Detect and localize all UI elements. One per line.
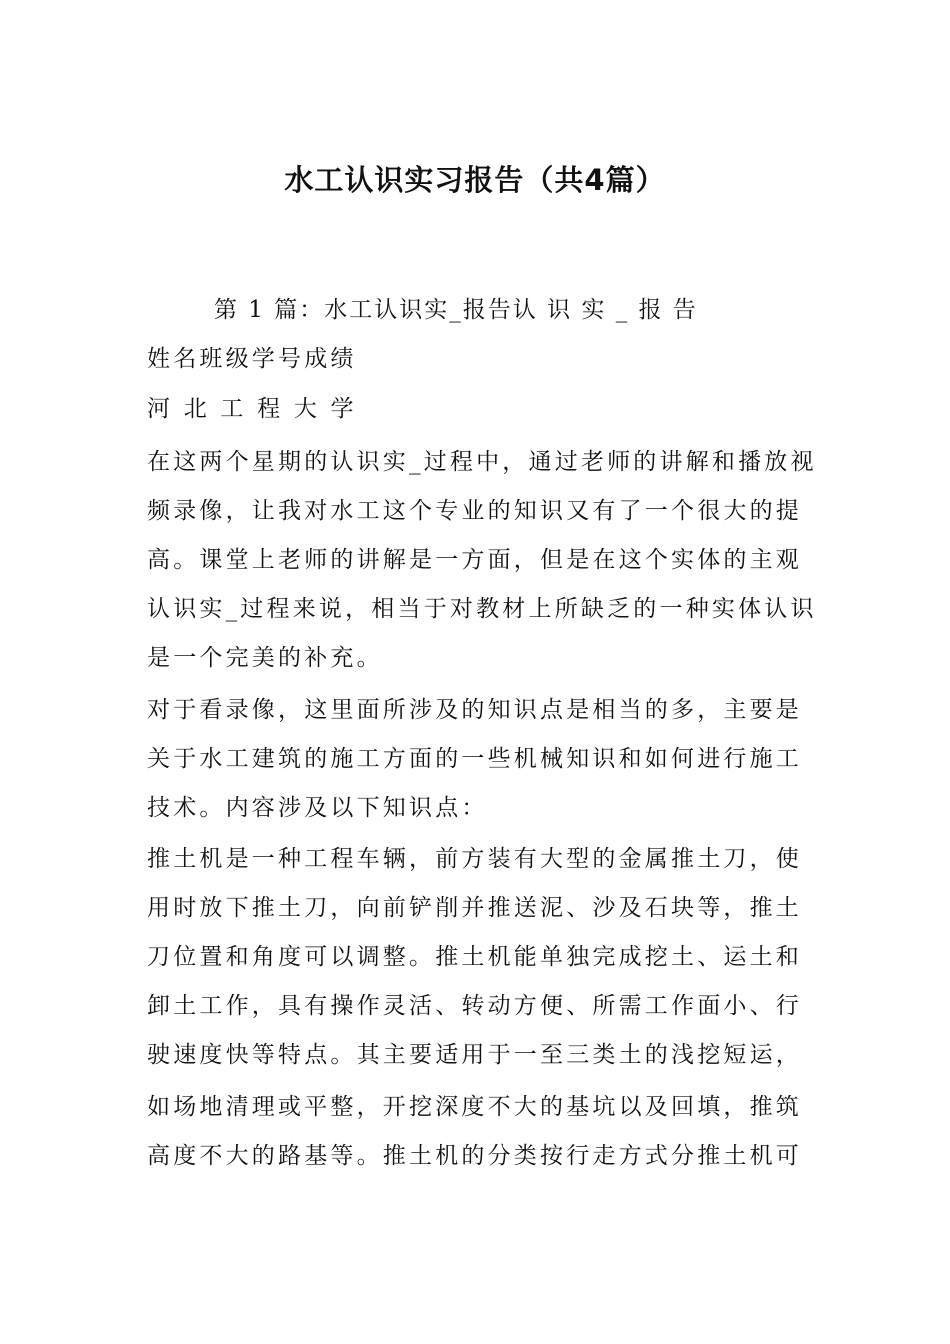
body-line: 高度不大的路基等。推土机的分类按行走方式分推土机可 <box>147 1143 802 1169</box>
body-line: 关于水工建筑的施工方面的一些机械知识和如何进行施工 <box>147 746 802 772</box>
body-line: 在这两个星期的认识实_过程中，通过老师的讲解和播放视 <box>147 449 817 475</box>
body-line: 驶速度快等特点。其主要适用于一至三类土的浅挖短运， <box>147 1042 802 1068</box>
body-line: 是一个完美的补充。 <box>147 645 383 671</box>
info-line: 姓名班级学号成绩 <box>147 346 357 372</box>
body-line: 用时放下推土刀，向前铲削并推送泥、沙及石块等，推土 <box>147 895 802 921</box>
body-line: 推土机是一种工程车辆，前方装有大型的金属推土刀，使 <box>147 846 802 872</box>
chapter-heading: 第 1 篇：水工认识实_报告认 识 实 _ 报 告 <box>214 297 698 323</box>
body-line: 刀位置和角度可以调整。推土机能单独完成挖土、运土和 <box>147 944 802 970</box>
body-line: 卸土工作，具有操作灵活、转动方便、所需工作面小、行 <box>147 993 802 1019</box>
body-line: 技术。内容涉及以下知识点： <box>147 795 488 821</box>
university-name: 河 北 工 程 大 学 <box>147 396 357 422</box>
body-line: 如场地清理或平整，开挖深度不大的基坑以及回填，推筑 <box>147 1094 802 1120</box>
body-line: 对于看录像，这里面所涉及的知识点是相当的多，主要是 <box>147 697 802 723</box>
body-line: 高。课堂上老师的讲解是一方面，但是在这个实体的主观 <box>147 547 802 573</box>
body-line: 频录像，让我对水工这个专业的知识又有了一个很大的提 <box>147 498 802 524</box>
body-line: 认识实_过程来说，相当于对教材上所缺乏的一种实体认识 <box>147 596 817 622</box>
document-title: 水工认识实习报告（共4篇） <box>284 163 666 197</box>
